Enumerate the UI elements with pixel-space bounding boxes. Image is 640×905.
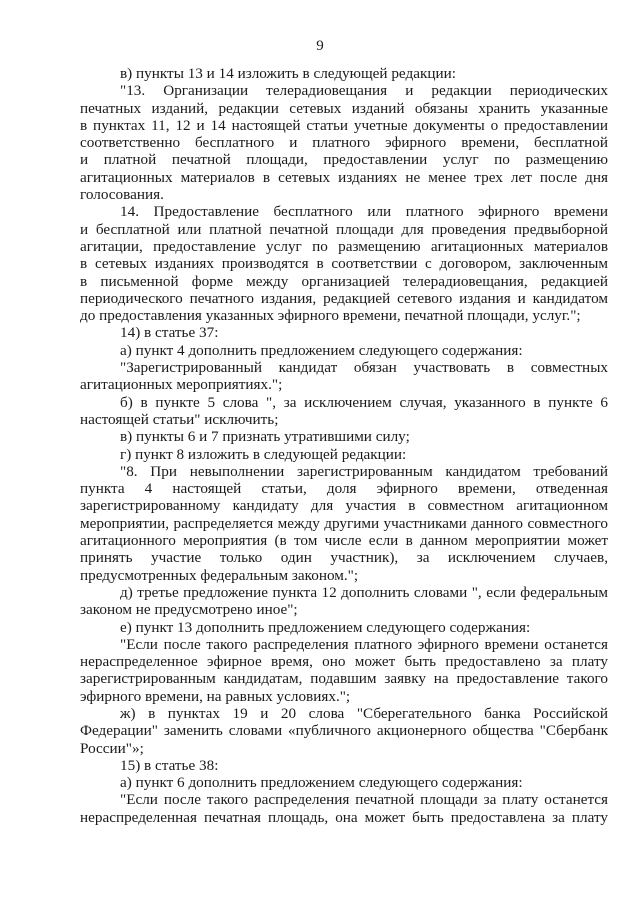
text-line: России"»; <box>80 739 144 757</box>
page-number: 9 <box>316 38 324 54</box>
text-line: пункта 4 настоящей статьи, доля эфирного времени, отведенная <box>80 480 608 498</box>
text-line: печатных изданий, редакции сетевых изданий обязаны хранить указанные <box>80 99 608 117</box>
text-line: "Если после такого распределения печатной площади за плату останется <box>120 791 608 809</box>
text-line: б) в пункте 5 слова ", за исключением случая, указанного в пункте 6 <box>120 393 608 411</box>
text-line: и платной печатной площади, предоставлении услуг по размещению <box>80 151 608 169</box>
text-line: 14. Предоставление бесплатного или платного эфирного времени <box>120 203 608 221</box>
text-line: в пунктах 11, 12 и 14 настоящей статьи учетные документы о предоставлении <box>80 116 608 134</box>
text-line: зарегистрированному кандидату для участия в совместном агитационном <box>80 497 608 515</box>
text-line: законом не предусмотрено иное"; <box>80 601 298 619</box>
text-line: настоящей статьи" исключить; <box>80 410 279 428</box>
text-line: нераспределенное эфирное время, оно может быть предоставлено за плату <box>80 653 608 671</box>
text-line: нераспределенная печатная площадь, она может быть предоставлена за плату <box>80 808 608 826</box>
text-line: 14) в статье 37: <box>120 324 219 342</box>
text-line: агитационного мероприятия (в том числе если в данном мероприятии может <box>80 532 608 550</box>
text-line: ж) в пунктах 19 и 20 слова "Сберегательного банка Российской <box>120 704 608 722</box>
text-line: 15) в статье 38: <box>120 756 219 774</box>
text-line: предусмотренных федеральным законом."; <box>80 566 359 584</box>
text-line: мероприятии, распределяется между другими участниками данного совместного <box>80 514 608 532</box>
document-body <box>80 65 608 826</box>
text-line: а) пункт 6 дополнить предложением следующего содержания: <box>120 774 523 792</box>
text-line: периодического печатного издания, редакцией сетевого издания и кандидатом <box>80 289 608 307</box>
text-line: "8. При невыполнении зарегистрированным кандидатом требований <box>120 462 608 480</box>
text-line: Федерации" заменить словами «публичного акционерного общества "Сбербанк <box>80 722 608 740</box>
text-line: агитации, предоставление услуг по размещению агитационных материалов <box>80 237 608 255</box>
text-line: зарегистрированным кандидатам, подавшим заявку на предоставление такого <box>80 670 608 688</box>
text-line: агитационных мероприятиях."; <box>80 376 283 394</box>
text-line: "Зарегистрированный кандидат обязан участвовать в совместных <box>120 359 608 377</box>
text-line: принять участие только один участник), за исключением случаев, <box>80 549 608 567</box>
text-line: "Если после такого распределения платного эфирного времени останется <box>120 635 608 653</box>
text-line: а) пункт 4 дополнить предложением следующего содержания: <box>120 341 523 359</box>
text-line: д) третье предложение пункта 12 дополнить словами ", если федеральным <box>120 583 608 601</box>
text-line: в) пункты 6 и 7 признать утратившими силу; <box>120 428 410 446</box>
text-line: голосования. <box>80 186 164 204</box>
text-line: и бесплатной или платной печатной площади для проведения предвыборной <box>80 220 608 238</box>
text-line: в письменной форме между организацией телерадиовещания, редакцией <box>80 272 608 290</box>
text-line: в) пункты 13 и 14 изложить в следующей редакции: <box>120 65 456 82</box>
text-line: эфирного времени, на равных условиях."; <box>80 687 351 705</box>
text-line: до предоставления указанных эфирного времени, печатной площади, услуг."; <box>80 307 581 325</box>
text-line: г) пункт 8 изложить в следующей редакции: <box>120 445 407 463</box>
text-line: соответственно бесплатного и платного эфирного времени, бесплатной <box>80 134 608 152</box>
text-line: "13. Организации телерадиовещания и редакции периодических <box>120 82 608 100</box>
text-line: в сетевых изданиях производятся в соответствии с договором, заключенным <box>80 255 608 273</box>
text-line: е) пункт 13 дополнить предложением следующего содержания: <box>120 618 531 636</box>
text-line: агитационных материалов в сетевых изданиях не менее трех лет после дня <box>80 168 608 186</box>
